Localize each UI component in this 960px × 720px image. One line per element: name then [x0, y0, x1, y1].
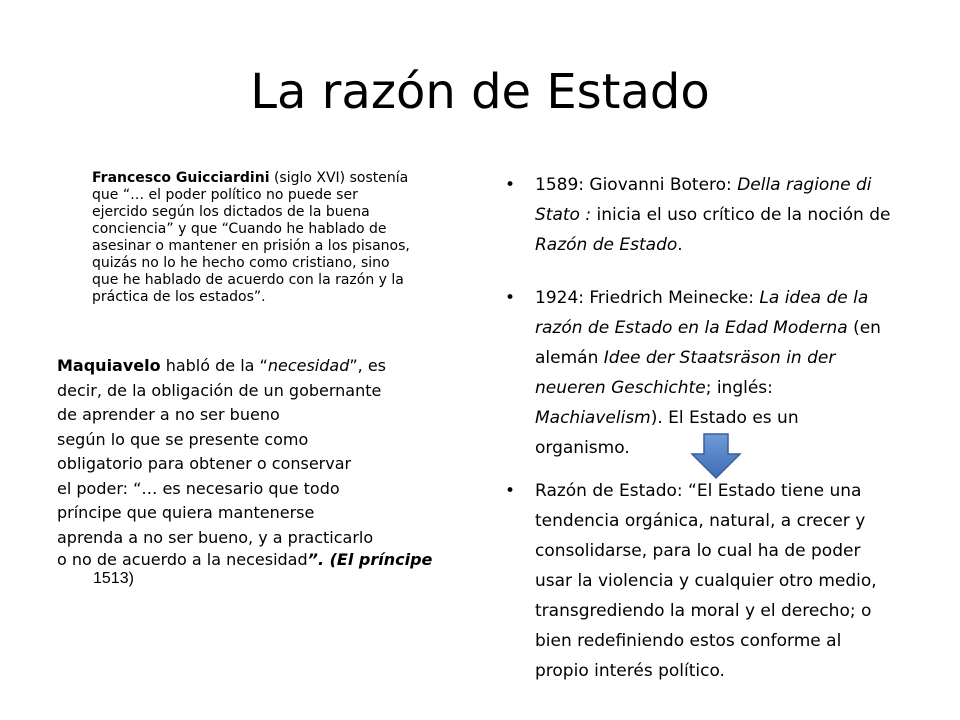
quote-line: quizás no lo he hecho como cristiano, sino [92, 255, 390, 271]
bullet-line [535, 313, 885, 343]
quote-line: conciencia” y que “Cuando he hablado de [92, 221, 387, 237]
bullet-line [535, 283, 885, 313]
text: ; inglés: [705, 378, 773, 398]
maq-text: o no de acuerdo a la necesidad [57, 550, 308, 569]
italic-text: Idee der Staatsräson in der [603, 348, 836, 368]
bullet-botero [505, 170, 891, 260]
bullet-line [535, 170, 885, 200]
text: inicia el uso crítico de la noción de [591, 205, 891, 225]
slide-title: La razón de Estado [250, 64, 710, 120]
italic-text: Razón de Estado [535, 235, 678, 255]
bullet-line [535, 403, 885, 433]
italic-text: neueren Geschichte [535, 378, 706, 398]
bullet-line: transgrediendo la moral y el derecho; o [535, 601, 872, 621]
text: (en [847, 318, 881, 338]
bullet-line: Razón de Estado: “El Estado tiene una [535, 481, 862, 501]
quote-line: que “… el poder político no puede ser [92, 187, 358, 203]
publication-year: 1513) [93, 570, 134, 587]
maquiavelo-paragraph [57, 354, 477, 588]
maquiavelo-name: Maquiavelo [57, 356, 161, 375]
text: alemán [535, 348, 604, 368]
italic-text: Stato : [535, 205, 592, 225]
quote-line: que he hablado de acuerdo con la razón y la [92, 272, 404, 288]
maq-line: de aprender a no ser bueno [57, 405, 280, 424]
bullet-line [535, 343, 885, 373]
quote-line: práctica de los estados”. [92, 289, 266, 305]
text: . [677, 235, 683, 255]
quote-line: ejercido según los dictados de la buena [92, 204, 370, 220]
bullet-line: propio interés político. [535, 661, 725, 681]
guicciardini-quote [92, 170, 464, 306]
italic-text: La idea de la [759, 288, 869, 308]
maq-italic: necesidad [267, 356, 350, 375]
bullet-icon: • [505, 175, 516, 195]
bullet-line [535, 373, 885, 403]
quote-line: (siglo XVI) sostenía [269, 170, 409, 186]
maq-line: príncipe que quiera mantenerse [57, 503, 315, 522]
bullet-icon: • [505, 288, 516, 308]
maq-line: el poder: “… es necesario que todo [57, 478, 340, 498]
text: 1924: Friedrich Meinecke: [535, 288, 760, 308]
bullet-icon: • [505, 481, 516, 501]
bullet-line: bien redefiniendo estos conforme al [535, 631, 842, 651]
maq-line [57, 550, 477, 570]
maq-line: obligatorio para obtener o conservar [57, 454, 352, 473]
bullet-line: tendencia orgánica, natural, a crecer y [535, 511, 866, 531]
maq-line: aprenda a no ser bueno, y a practicarlo [57, 527, 374, 547]
book-title: ”. (El príncipe [307, 550, 433, 569]
maq-text: habló de la “ [160, 356, 268, 375]
bullet-line: usar la violencia y cualquier otro medio, [535, 571, 877, 591]
bullet-line [535, 200, 891, 230]
bullet-line: consolidarse, para lo cual ha de poder [535, 541, 861, 561]
maq-line: según lo que se presente como [57, 429, 309, 449]
bullet-razon-de-estado [505, 476, 885, 686]
text: ). El Estado es un [650, 408, 799, 428]
guicciardini-name: Francesco Guicciardini [92, 170, 270, 186]
down-arrow-icon [690, 432, 742, 480]
quote-line: asesinar o mantener en prisión a los pisanos, [92, 238, 410, 254]
italic-text: Della ragione di [737, 175, 872, 195]
maq-text: ”, es [349, 356, 386, 375]
maq-line: decir, de la obligación de un gobernante [57, 380, 382, 400]
bullet-line: organismo. [535, 438, 630, 458]
italic-text: razón de Estado en la Edad Moderna [535, 318, 848, 338]
text: 1589: Giovanni Botero: [535, 175, 738, 195]
italic-text: Machiavelism [535, 408, 651, 428]
bullet-line [535, 230, 885, 260]
maq-line [57, 354, 477, 379]
